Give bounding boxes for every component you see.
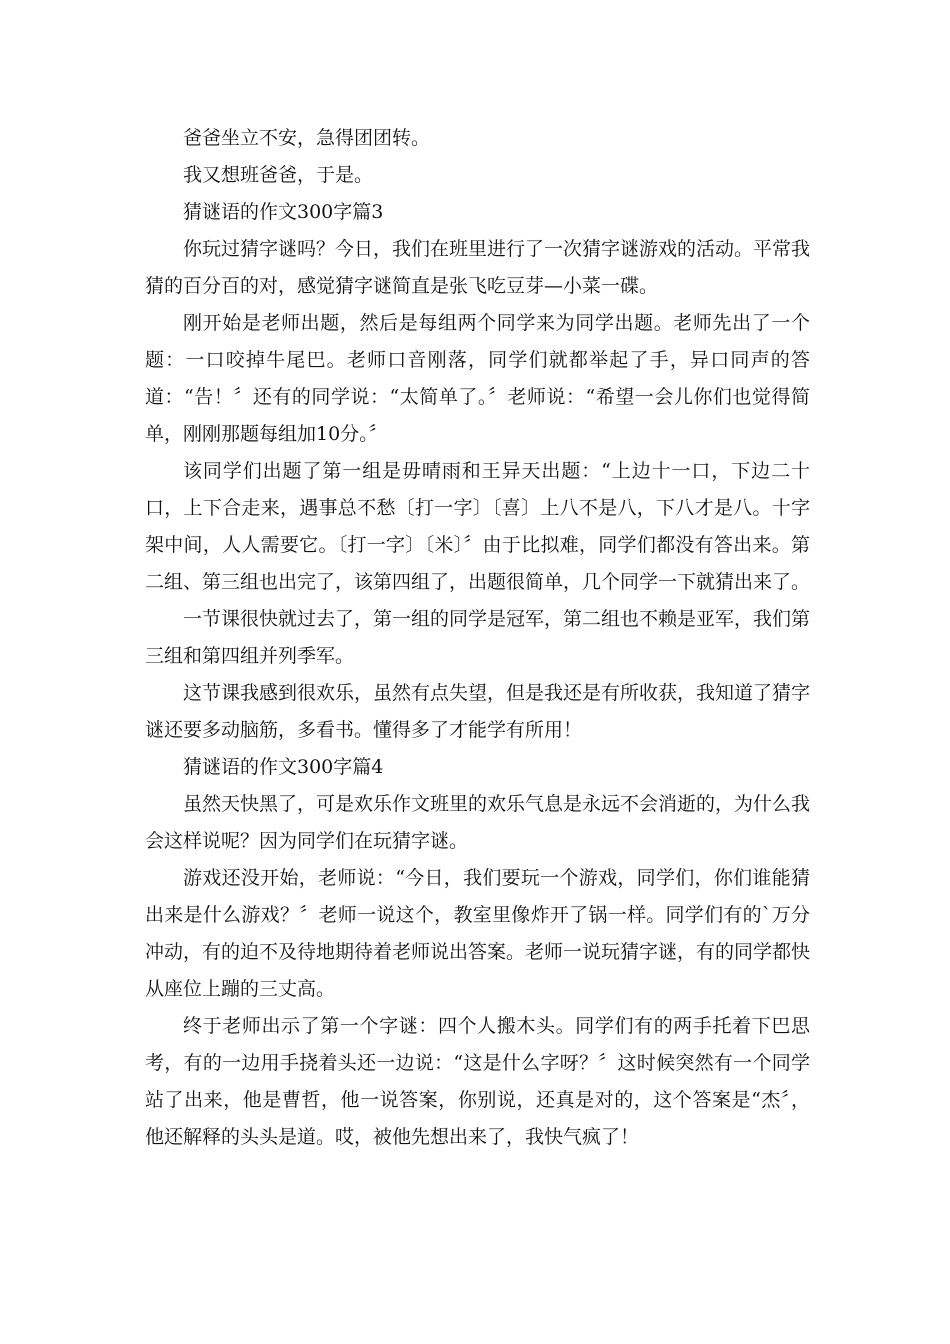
paragraph: 终于老师出示了第一个字谜：四个人搬木头。同学们有的两手托着下巴思考，有的一边用手挠着头还一边说：“这是什么字呀？〞这时候突然有一个同学站了出来，他是曹哲，他一说答案，你别说，还真是对的，这个答案是“杰〞，他还解释的头头是道。哎，被他先想出来了，我快气疯了！: [145, 1015, 810, 1148]
paragraph: 我又想班爸爸，于是。: [183, 164, 374, 186]
section-heading: 猜谜语的作文300字篇3: [183, 201, 384, 223]
paragraph: 你玩过猜字谜吗？今日，我们在班里进行了一次猜字谜游戏的活动。平常我猜的百分百的对，感觉猜字谜简直是张飞吃豆芽—小菜一碟。: [145, 238, 811, 297]
paragraph: 游戏还没开始，老师说：“今日，我们要玩一个游戏，同学们，你们谁能猜出来是什么游戏？〞老师一说这个，教室里像炸开了锅一样。同学们有的`万分冲动，有的迫不及待地期待着老师说出答案。老师一说玩猜字谜，有的同学都快从座位上蹦的三丈高。: [145, 867, 811, 1000]
section-heading: 猜谜语的作文300字篇4: [183, 756, 384, 778]
paragraph: 爸爸坐立不安，急得团团转。: [183, 127, 431, 149]
document-body: [145, 120, 810, 1156]
paragraph: 一节课很快就过去了，第一组的同学是冠军，第二组也不赖是亚军，我们第三组和第四组并列季军。: [145, 608, 811, 667]
paragraph: 这节课我感到很欢乐，虽然有点失望，但是我还是有所收获，我知道了猜字谜还要多动脑筋，多看书。懂得多了才能学有所用！: [145, 682, 811, 741]
paragraph: 虽然天快黑了，可是欢乐作文班里的欢乐气息是永远不会消逝的，为什么我会这样说呢？因为同学们在玩猜字谜。: [145, 793, 811, 852]
paragraph: 该同学们出题了第一组是毋晴雨和王异天出题：“上边十一口，下边二十口，上下合走来，遇事总不愁〔打一字〕〔喜〕上八不是八，下八才是八。十字架中间，人人需要它。〔打一字〕〔米〕〞由于比拟难，同学们都没有答出来。第二组、第三组也出完了，该第四组了，出题很简单，几个同学一下就猜出来了。: [145, 460, 811, 593]
paragraph: 刚开始是老师出题，然后是每组两个同学来为同学出题。老师先出了一个题：一口咬掉牛尾巴。老师口音刚落，同学们就都举起了手，异口同声的答道：“告！〞还有的同学说：“太简单了。〞老师说：“希望一会儿你们也觉得简单，刚刚那题每组加10分。〞: [145, 312, 810, 445]
